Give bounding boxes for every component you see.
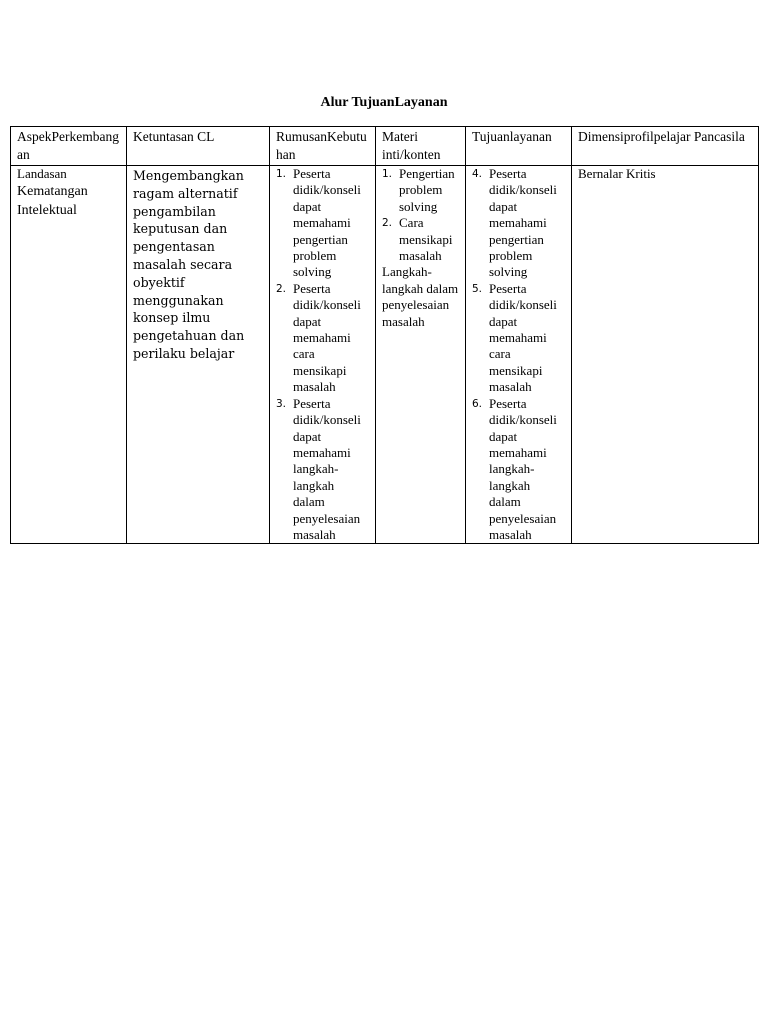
cell-materi: [376, 166, 466, 544]
list-text: Pengertian problem solving: [399, 166, 455, 214]
list-item: [382, 215, 459, 264]
list-number: 2.: [382, 217, 393, 230]
list-item: [276, 281, 369, 396]
list-item: [472, 166, 565, 281]
list-number: 5.: [472, 282, 483, 295]
header-materi-inti: Materi inti/konten: [376, 127, 466, 166]
alur-tujuan-table: [10, 126, 759, 544]
header-rumusan-kebutuhan: RumusanKebutuhan: [270, 127, 376, 166]
aspek-landasan: Landasan: [17, 166, 67, 181]
cell-rumusan: [270, 166, 376, 544]
list-number: 1.: [276, 168, 287, 180]
list-item: [276, 396, 369, 544]
materi-list: [382, 166, 459, 264]
list-text: Peserta didik/konseli dapat memahami cara mensikapi masalah: [489, 280, 557, 395]
materi-extra-text: Langkah-langkah dalam penyelesaian masalah: [382, 264, 459, 329]
list-text: Peserta didik/konseli dapat memahami pengertian problem solving: [293, 166, 361, 280]
aspek-kematangan: Kematangan Intelektual: [17, 184, 88, 218]
list-text: Peserta didik/konseli dapat memahami cara mensikapi masalah: [293, 280, 361, 395]
list-item: [472, 396, 565, 544]
cell-dimensi: Bernalar Kritis: [572, 166, 759, 544]
rumusan-list: [276, 166, 369, 543]
list-text: Cara mensikapi masalah: [399, 215, 453, 264]
table-row: [11, 166, 759, 544]
cell-aspek: [11, 166, 127, 544]
list-item: [382, 166, 459, 215]
list-text: Peserta didik/konseli dapat memahami langkah-langkah dalam penyelesaian masalah: [489, 395, 557, 542]
list-text: Peserta didik/konseli dapat memahami langkah-langkah dalam penyelesaian masalah: [293, 395, 361, 542]
document-title: Alur TujuanLayanan: [320, 95, 448, 110]
header-ketuntasan-cl: Ketuntasan CL: [127, 127, 270, 166]
list-item: [472, 281, 565, 396]
header-dimensi-profil: Dimensiprofilpelajar Pancasila: [572, 127, 759, 166]
list-number: 6.: [472, 397, 483, 410]
cell-ketuntasan: Mengembangkan ragam alternatif pengambilan keputusan dan pengentasan masalah secara obyektif menggunakan konsep ilmu pengetahuan dan perilaku belajar: [127, 166, 270, 544]
header-row: [11, 127, 759, 166]
tujuan-list: [472, 166, 565, 543]
list-number: 2.: [276, 282, 287, 295]
list-number: 3.: [276, 397, 287, 410]
list-number: 4.: [472, 168, 483, 180]
cell-tujuan: [466, 166, 572, 544]
list-text: Peserta didik/konseli dapat memahami pengertian problem solving: [489, 166, 557, 280]
header-tujuan-layanan: Tujuanlayanan: [466, 127, 572, 166]
header-aspek-perkembangan: AspekPerkembangan: [11, 127, 127, 166]
list-item: [276, 166, 369, 281]
list-number: 1.: [382, 168, 393, 180]
